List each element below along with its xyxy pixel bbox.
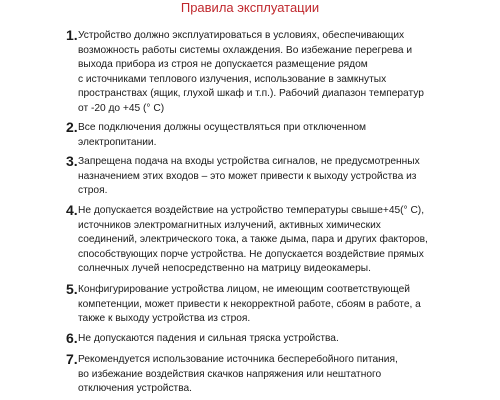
rule-item-4 — [66, 202, 490, 277]
rule-text — [78, 204, 490, 277]
page-title: Правила эксплуатации — [180, 0, 320, 15]
rule-line: соединений, электрического тока, а также дыма, пара и других факторов, — [78, 234, 428, 246]
rule-text — [78, 332, 490, 347]
rule-line: возможность работы системы охлаждения. Во избежание перегрева и — [78, 44, 413, 56]
rule-line: во избежание воздействия скачков напряжения или нештатного — [78, 368, 382, 380]
rule-line: электропитании. — [78, 136, 157, 148]
rule-text — [78, 283, 490, 327]
rule-line: Запрещена подача на входы устройства сигналов, не предусмотренных — [78, 156, 420, 167]
rule-line: солнечных лучей непосредственно на матрицу видеокамеры. — [78, 263, 371, 275]
rule-item-5 — [66, 281, 490, 327]
rule-item-6 — [66, 330, 490, 347]
rule-number: 4. — [66, 202, 78, 218]
rule-line: пространствах (ящик, глухой шкаф и т.п.). Рабочий диапазон температур — [78, 88, 424, 100]
rule-line: способствующих порче устройства. Не допускается воздействие прямых — [78, 248, 424, 260]
rule-line: Рекомендуется использование источника бесперебойного питания, — [78, 354, 398, 365]
rule-item-2 — [66, 119, 490, 150]
rule-line: строя. — [78, 185, 108, 197]
rule-item-7 — [66, 351, 490, 397]
rule-line: выхода прибора из строя не допускается размещение рядом — [78, 59, 368, 71]
rule-number: 7. — [66, 351, 78, 367]
rule-line: Конфигурирование устройства лицом, не имеющим соответствующей — [78, 284, 410, 295]
rule-line: компетенции, может привести к некорректной работе, сбоям в работе, а — [78, 298, 421, 310]
rule-text — [78, 29, 490, 117]
rule-item-3 — [66, 153, 490, 199]
rule-line: отключения устройства. — [78, 383, 192, 395]
rule-text — [78, 121, 490, 150]
rule-number: 2. — [66, 119, 78, 135]
rule-line: с источниками теплового излучения, использование в замкнутых — [78, 73, 387, 85]
rule-line: назначением этих входов – это может привести к выходу устройства из — [78, 170, 417, 182]
rule-number: 6. — [66, 330, 78, 346]
rule-line: также к выходу устройства из строя. — [78, 313, 251, 325]
rule-text — [78, 155, 490, 199]
rule-line: Устройство должно эксплуатироваться в условиях, обеспечивающих — [78, 30, 405, 41]
rule-number: 5. — [66, 281, 78, 297]
rule-number: 1. — [66, 27, 78, 43]
rule-line: от -20 до +45 (° С) — [78, 102, 165, 114]
rule-item-1 — [66, 27, 490, 117]
rule-line: Все подключения должны осуществляться при отключенном — [78, 122, 367, 133]
rule-text — [78, 353, 490, 397]
rule-line: Не допускается воздействие на устройство температуры свыше+45(° С), — [78, 205, 425, 216]
rule-line: источников электромагнитных излучений, активных химических — [78, 219, 381, 231]
rule-number: 3. — [66, 153, 78, 169]
rule-line: Не допускаются падения и сильная тряска устройства. — [78, 333, 339, 344]
